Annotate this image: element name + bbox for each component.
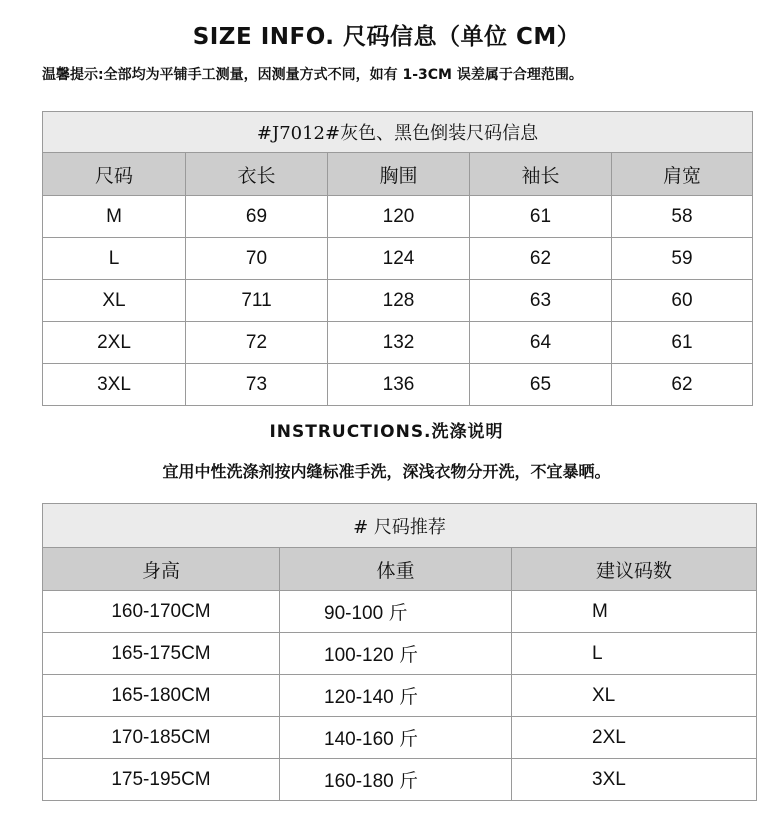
table-cell: 120 [328,196,470,238]
header-size: 尺码 [43,153,186,196]
table-cell: L [43,238,186,280]
table-cell: 170-185CM [43,717,280,759]
table-cell: 100-120 斤 [280,633,512,675]
table-cell: 69 [186,196,328,238]
table-cell: 73 [186,364,328,406]
table-row [43,196,753,238]
table-cell: 175-195CM [43,759,280,801]
table-cell: 61 [612,322,753,364]
table-cell: M [512,591,757,633]
header-shoulder: 肩宽 [612,153,753,196]
table-row [43,675,757,717]
wash-instructions: 宜用中性洗涤剂按内缝标准手洗，深浅衣物分开洗，不宜暴晒。 [162,462,611,481]
table-cell: 58 [612,196,753,238]
size-table-caption: #J7012#灰色、黑色倒装尺码信息 [43,112,753,153]
table-cell: XL [512,675,757,717]
recommend-table-caption: # 尺码推荐 [43,504,757,548]
table-cell: 62 [470,238,612,280]
table-cell: 124 [328,238,470,280]
table-cell: 62 [612,364,753,406]
table-cell: 90-100 斤 [280,591,512,633]
table-row [43,759,757,801]
table-cell: 120-140 斤 [280,675,512,717]
table-cell: M [43,196,186,238]
header-sleeve: 袖长 [470,153,612,196]
header-height: 身高 [43,548,280,591]
table-cell: 72 [186,322,328,364]
table-row [43,280,753,322]
header-recommended-size: 建议码数 [512,548,757,591]
table-cell: 60 [612,280,753,322]
header-length: 衣长 [186,153,328,196]
instructions-heading: INSTRUCTIONS.洗涤说明 [269,422,504,442]
table-cell: 165-180CM [43,675,280,717]
size-table [42,111,753,406]
size-recommend-table [42,503,757,801]
table-cell: 136 [328,364,470,406]
table-cell: XL [43,280,186,322]
header-chest: 胸围 [328,153,470,196]
header-weight: 体重 [280,548,512,591]
table-cell: 2XL [512,717,757,759]
table-cell: 132 [328,322,470,364]
table-cell: 711 [186,280,328,322]
table-cell: 160-180 斤 [280,759,512,801]
table-row [43,591,757,633]
table-cell: L [512,633,757,675]
table-cell: 128 [328,280,470,322]
table-cell: 63 [470,280,612,322]
table-cell: 3XL [43,364,186,406]
table-cell: 165-175CM [43,633,280,675]
page-title: SIZE INFO. 尺码信息（单位 CM） [192,24,581,50]
table-row [43,322,753,364]
table-row [43,717,757,759]
table-cell: 70 [186,238,328,280]
table-cell: 64 [470,322,612,364]
table-cell: 2XL [43,322,186,364]
table-row [43,238,753,280]
measurement-tip: 温馨提示:全部均为平铺手工测量，因测量方式不同，如有 1-3CM 误差属于合理范围。 [42,67,583,83]
table-row [43,633,757,675]
table-cell: 59 [612,238,753,280]
table-cell: 61 [470,196,612,238]
table-row [43,364,753,406]
table-cell: 3XL [512,759,757,801]
table-cell: 140-160 斤 [280,717,512,759]
table-cell: 65 [470,364,612,406]
table-cell: 160-170CM [43,591,280,633]
